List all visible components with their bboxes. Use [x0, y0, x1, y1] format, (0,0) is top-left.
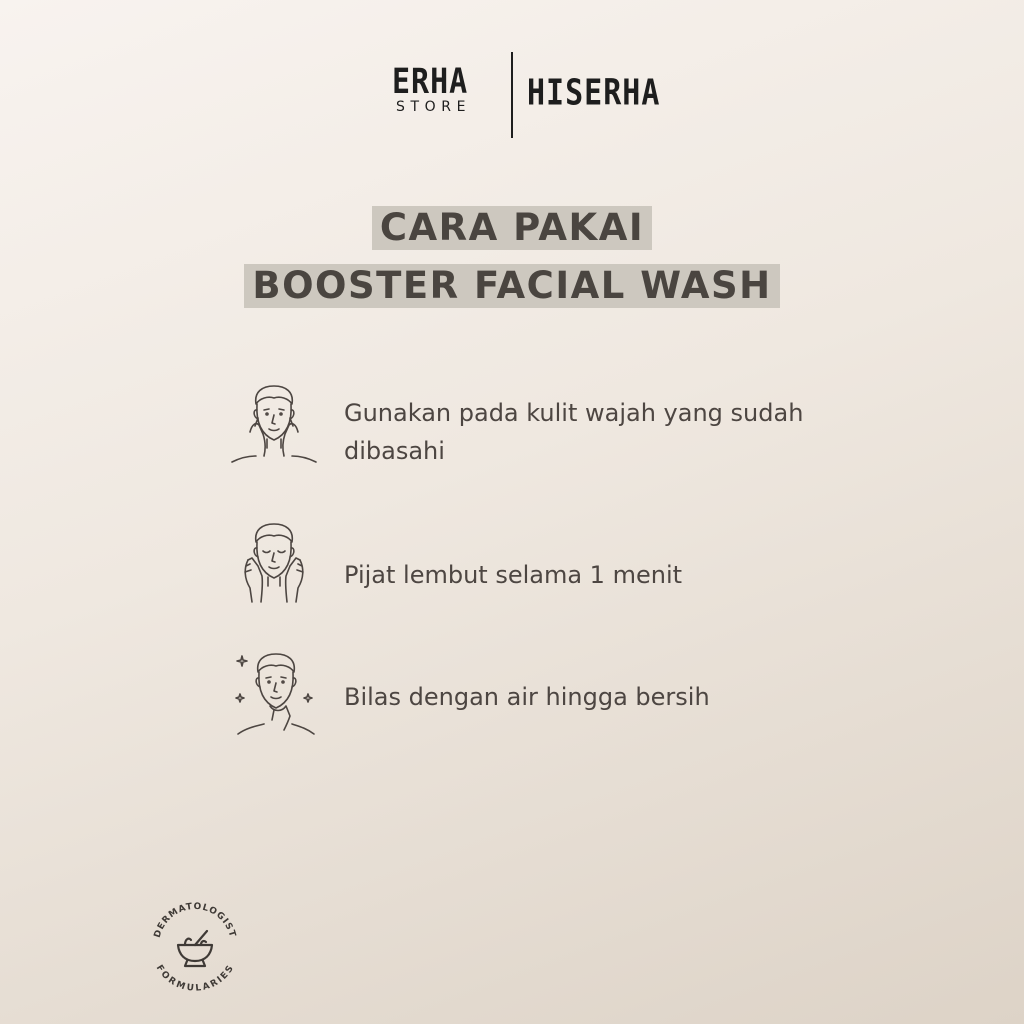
- hiserha-logo: HISERHA: [527, 72, 661, 114]
- step-1-text: Gunakan pada kulit wajah yang sudah dibasahi: [344, 399, 804, 465]
- erha-store-logo-main: ERHA: [392, 62, 469, 103]
- face-clean-sparkle-icon: [228, 650, 320, 742]
- brand-logos: [0, 52, 1024, 142]
- title-line-1: CARA PAKAI: [372, 206, 652, 250]
- step-3-text: Bilas dengan air hingga bersih: [344, 683, 710, 711]
- face-massage-icon: [228, 520, 320, 612]
- badge-text-bottom: FORMULARIES: [153, 963, 237, 994]
- step-2-text: Pijat lembut selama 1 menit: [344, 561, 683, 589]
- face-touch-icon: [228, 378, 320, 470]
- erha-store-logo-sub: STORE: [396, 99, 472, 115]
- dermatologist-badge: [145, 895, 245, 995]
- logo-divider: [511, 52, 513, 138]
- title-line-2: BOOSTER FACIAL WASH: [244, 264, 779, 308]
- page-title: [0, 206, 1024, 308]
- mortar-pestle-icon: [178, 931, 212, 966]
- badge-text-top: DERMATOLOGIST: [152, 901, 238, 939]
